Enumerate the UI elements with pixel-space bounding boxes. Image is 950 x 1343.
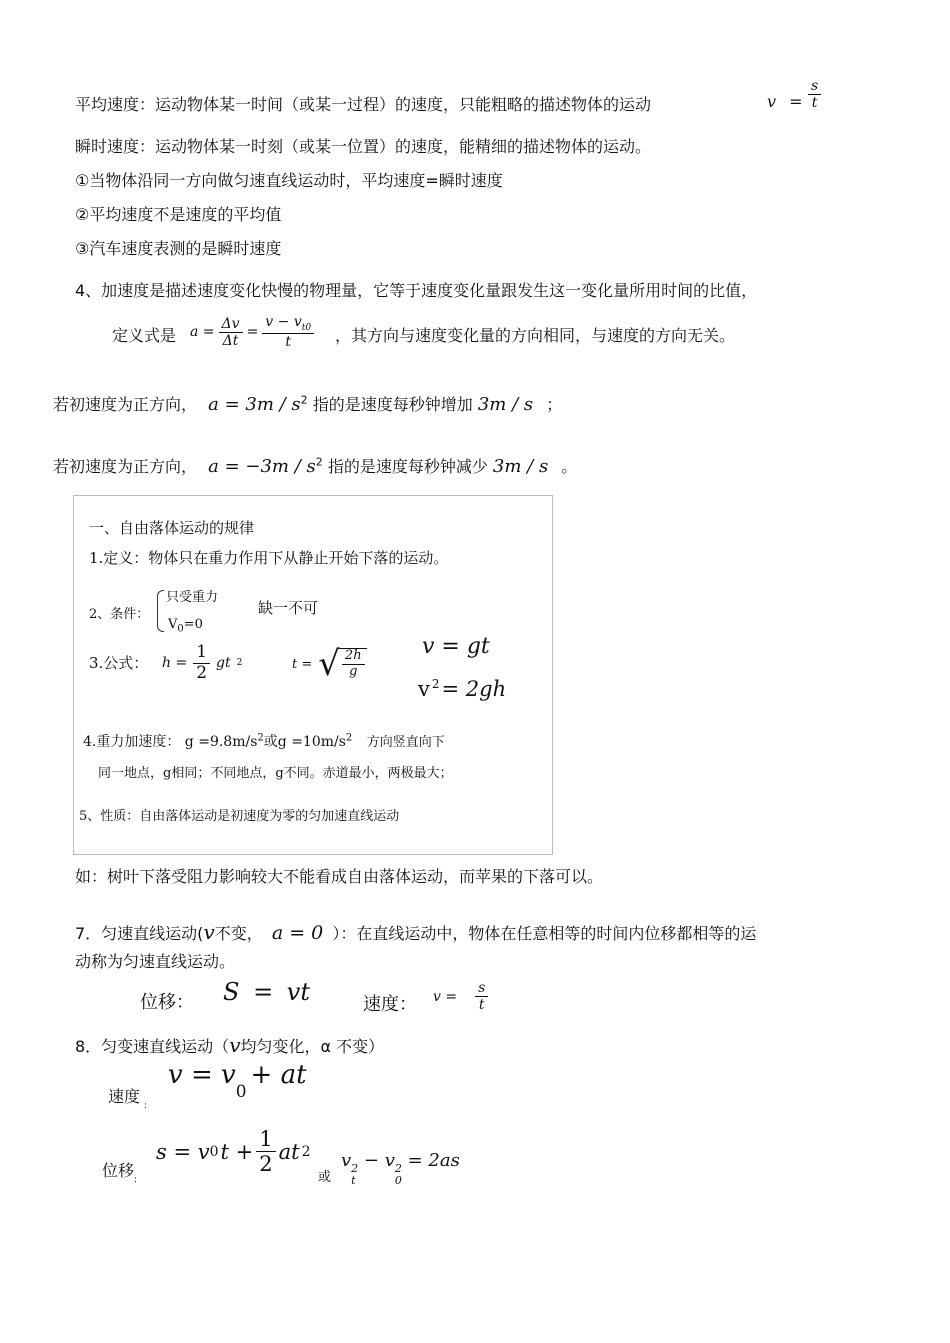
- varied-speed-formula: $v = v_0+$ at: [168, 1060, 307, 1102]
- formula-label: 3.公式：: [89, 654, 149, 672]
- varied-disp-label: 位移$_:$: [102, 1161, 138, 1185]
- accel-def-suffix: ，其方向与速度变化量的方向相同，与速度的方向无关。: [335, 326, 736, 345]
- accel-def-formula: a = $\frac{\Delta v}{\Delta t}$ = $\frac{v - v_{t0}}{t}$: [190, 314, 314, 350]
- point-3: ③汽车速度表测的是瞬时速度: [75, 239, 282, 258]
- example-line: 如：树叶下落受阻力影响较大不能看成自由落体运动，而苹果的下落可以。: [75, 867, 604, 886]
- freefall-cond-label: 2、条件：: [89, 607, 150, 622]
- avg-speed-fraction: $\frac{s}{t}$: [808, 78, 821, 111]
- avg-speed-line: 平均速度：运动物体某一时间（或某一过程）的速度，只能粗略的描述物体的运动: [75, 95, 652, 114]
- uniform-line2: 动称为匀速直线运动。: [75, 952, 236, 971]
- uniform-line: 7．匀速直线运动(v不变， a = 0 ）：在直线运动中，物体在任意相等的时间内位移都相等的运: [75, 920, 757, 944]
- uniform-speed-formula: v = $\frac{s}{t}$: [433, 980, 488, 1013]
- varied-title: 8．匀变速直线运动（v均匀变化，α 不变）: [75, 1033, 385, 1057]
- gravity-line2: 同一地点，g相同；不同地点，g不同。赤道最小，两极最大；: [98, 766, 453, 781]
- positive-line: 若初速度为正方向， $a = 3m / s^2$ 指的是速度每秒钟增加 3m / s ；: [53, 393, 563, 415]
- varied-speed-label: 速度 $_:$: [108, 1087, 148, 1111]
- avg-speed-formula: v =: [767, 92, 803, 111]
- formula-v-gt: v = gt: [422, 634, 490, 659]
- inst-speed-line: 瞬时速度：运动物体某一时刻（或某一位置）的速度，能精细的描述物体的运动。: [75, 137, 652, 156]
- cond-brace: [157, 590, 164, 632]
- formula-t: t = √ $\frac{2h}{g}$: [292, 647, 367, 681]
- sqrt-icon: √: [318, 644, 340, 684]
- uniform-disp-label: 位移：: [140, 992, 194, 1013]
- varied-disp-formula: s = v 0 t + $\frac{1}{2}$ at 2: [156, 1127, 311, 1177]
- formula-v2: v $^2$= 2gh: [418, 677, 507, 701]
- uniform-disp-formula: S = vt: [223, 978, 311, 1006]
- gravity-line: 4.重力加速度： $g =9.8m/s^2$或$g =10m/s^2$ 方向竖直向下: [83, 732, 445, 750]
- point-1: ①当物体沿同一方向做匀速直线运动时，平均速度=瞬时速度: [75, 171, 503, 190]
- freefall-nature: 5、性质：自由落体运动是初速度为零的匀加速直线运动: [79, 809, 400, 824]
- freefall-def: 1.定义：物体只在重力作用下从静止开始下落的运动。: [89, 549, 449, 567]
- cond-2: $V_0=0$: [168, 617, 203, 635]
- accel-def-prefix: 定义式是: [112, 326, 177, 345]
- point-2: ②平均速度不是速度的平均值: [75, 205, 282, 224]
- uniform-speed-label: 速度：: [363, 994, 417, 1015]
- negative-line: 若初速度为正方向， $a = -3m / s^2$ 指的是速度每秒钟减少 3m / s 。: [53, 455, 578, 477]
- formula-h: h = $\frac{1}{2}$ gt 2: [162, 642, 243, 683]
- varied-or: 或: [318, 1170, 332, 1185]
- accel-line: 4、加速度是描述速度变化快慢的物理量，它等于速度变化量跟发生这一变化量所用时间的比值，: [75, 281, 758, 300]
- freefall-title: 一、自由落体运动的规律: [89, 519, 255, 537]
- cond-1: 只受重力: [166, 590, 219, 605]
- cond-note: 缺一不可: [258, 599, 319, 617]
- varied-alt-formula: v 2 t − v 2 0 = 2as: [341, 1150, 460, 1188]
